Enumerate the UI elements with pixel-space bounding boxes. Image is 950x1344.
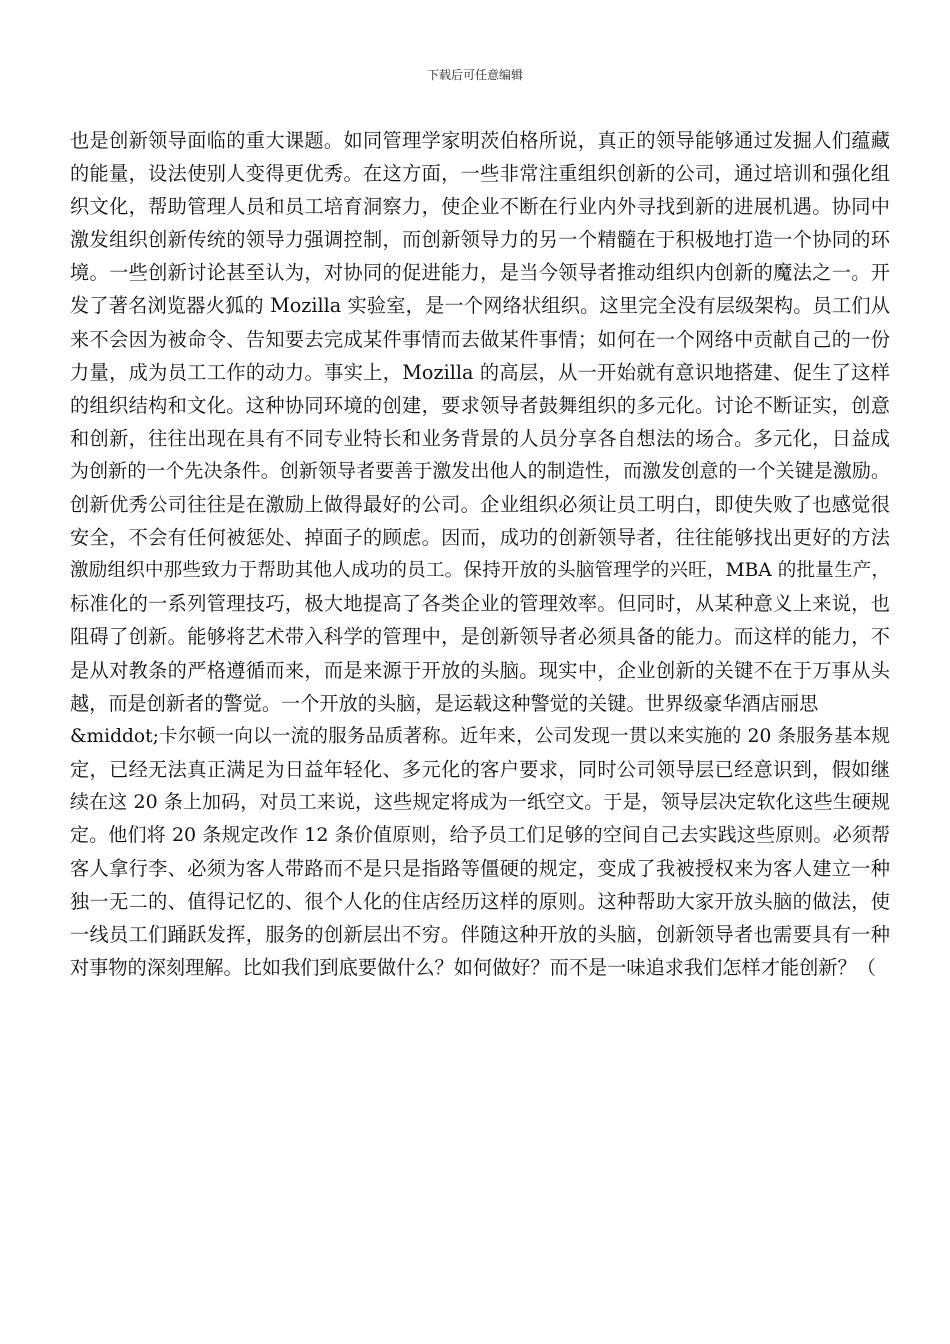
text-line: 的组织结构和文化。这种协同环境的创建，要求领导者鼓舞组织的多元化。讨论不断证实，创意: [70, 393, 890, 417]
text-line: 越，而是创新者的警觉。一个开放的头脑，是运载这种警觉的关键。世界级豪华酒店丽思: [70, 691, 819, 715]
text-line: 发了著名浏览器火狐的 Mozilla 实验室，是一个网络状组织。这里完全没有层级架构。员工们从: [70, 294, 890, 318]
text-line: 安全，不会有任何被惩处、掉面子的顾虑。因而，成功的创新领导者，往往能够找出更好的方法: [70, 526, 890, 550]
text-line: 标准化的一系列管理技巧，极大地提高了各类企业的管理效率。但同时，从某种意义上来说，也: [70, 592, 890, 616]
text-line: 定。他们将 20 条规定改作 12 条价值原则，给予员工们足够的空间自己去实践这些原则。必须帮: [70, 823, 890, 846]
text-line: 激发组织创新传统的领导力强调控制，而创新领导力的另一个精髓在于积极地打造一个协同的环: [70, 228, 890, 252]
text-line: 织文化，帮助管理人员和员工培育洞察力，使企业不断在行业内外寻找到新的进展机遇。协同中: [70, 195, 890, 219]
text-line: 来不会因为被命令、告知要去完成某件事情而去做某件事情；如何在一个网络中贡献自己的一份: [70, 327, 890, 351]
text-line: 创新优秀公司往往是在激励上做得最好的公司。企业组织必须让员工明白，即使失败了也感觉很: [70, 493, 890, 517]
text-line: 一线员工们踊跃发挥，服务的创新层出不穷。伴随这种开放的头脑，创新领导者也需要具有一种: [70, 923, 890, 947]
text-line: 激励组织中那些致力于帮助其他人成功的员工。保持开放的头脑管理学的兴旺，MBA 的批量生产，: [70, 560, 890, 582]
page-header: 下载后可任意编辑: [426, 68, 523, 82]
text-line: 为创新的一个先决条件。创新领导者要善于激发出他人的制造性，而激发创意的一个关键是激励。: [70, 459, 890, 482]
text-line: 续在这 20 条上加码，对员工来说，这些规定将成为一纸空文。于是，领导层决定软化这些生硬规: [70, 790, 890, 813]
text-line: 是从对教条的严格遵循而来，而是来源于开放的头脑。现实中，企业创新的关键不在于万事从头: [70, 658, 890, 682]
text-line: 境。一些创新讨论甚至认为，对协同的促进能力，是当今领导者推动组织内创新的魔法之一。开: [70, 261, 890, 285]
text-line: 的能量，设法使别人变得更优秀。在这方面，一些非常注重组织创新的公司，通过培训和强化组: [70, 162, 890, 186]
body-text: [70, 124, 890, 984]
text-line: 阻碍了创新。能够将艺术带入科学的管理中，是创新领导者必须具备的能力。而这样的能力，不: [70, 625, 890, 649]
text-line: 力量，成为员工工作的动力。事实上，Mozilla 的高层，从一开始就有意识地搭建、促生了这样: [70, 360, 890, 384]
text-line: 对事物的深刻理解。比如我们到底要做什么？如何做好？而不是一味追求我们怎样才能创新？（: [70, 956, 876, 980]
text-line: 独一无二的、值得记忆的、很个人化的住店经历这样的原则。这种帮助大家开放头脑的做法，使: [70, 890, 890, 914]
text-line: &middot;卡尔顿一向以一流的服务品质著称。近年来，公司发现一贯以来实施的 20 条服务基本规: [70, 725, 890, 747]
text-line: 和创新，往往出现在具有不同专业特长和业务背景的人员分享各自想法的场合。多元化，日益成: [70, 426, 890, 450]
text-line: 也是创新领导面临的重大课题。如同管理学家明茨伯格所说，真正的领导能够通过发掘人们蕴藏: [70, 129, 890, 152]
text-line: 客人拿行李、必须为客人带路而不是只是指路等僵硬的规定，变成了我被授权来为客人建立一种: [70, 857, 890, 881]
text-line: 定，已经无法真正满足为日益年轻化、多元化的客户要求，同时公司领导层已经意识到，假如继: [70, 757, 890, 781]
